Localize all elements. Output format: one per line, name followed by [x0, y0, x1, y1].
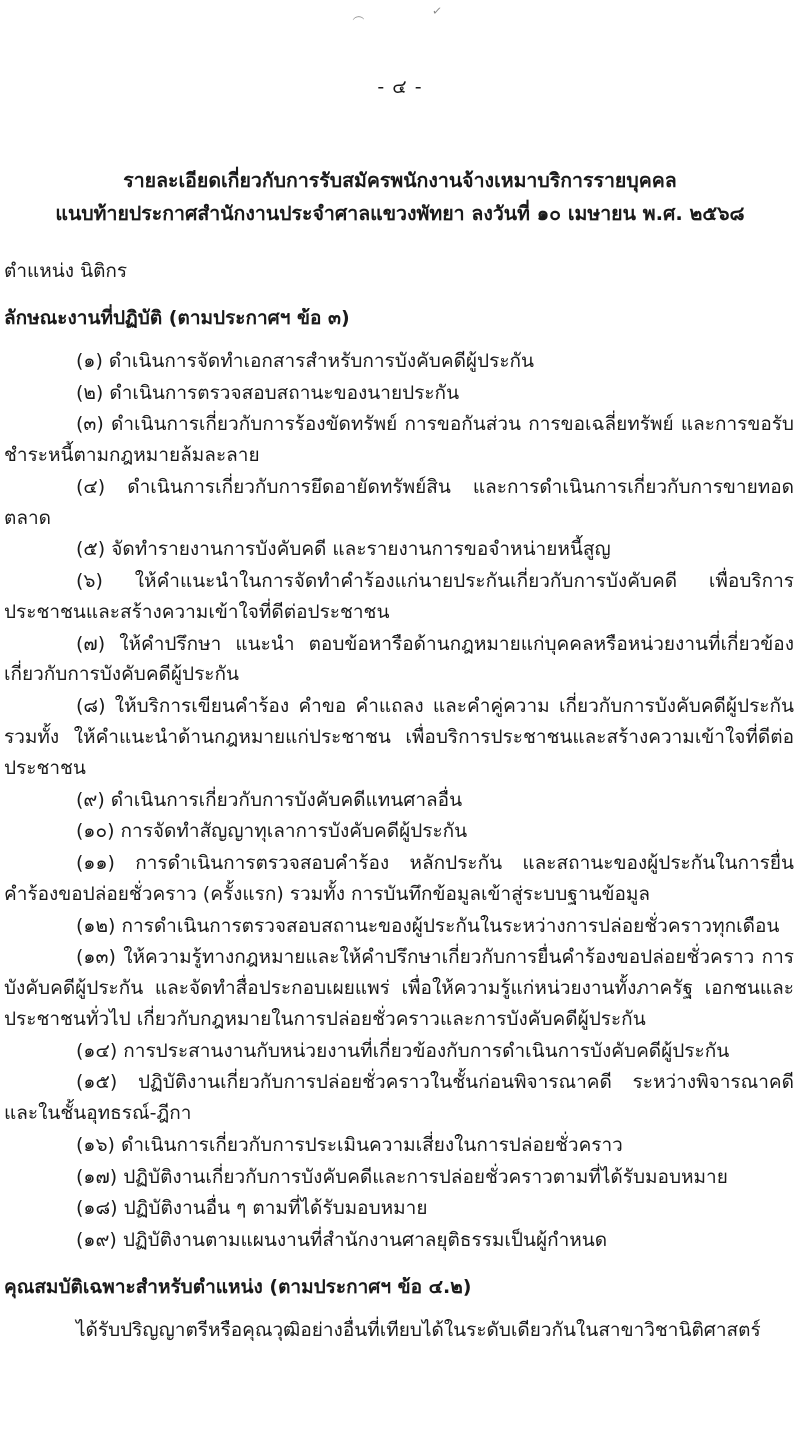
duty-item: (๑๕) ปฏิบัติงานเกี่ยวกับการปล่อยชั่วคราวในชั้นก่อนพิจารณาคดี ระหว่างพิจารณาคดี และในชั้นอุทธรณ์-ฎีกา: [4, 1071, 794, 1125]
duty-item: (๑๒) การดำเนินการตรวจสอบสถานะของผู้ประกันในระหว่างการปล่อยชั่วคราวทุกเดือน: [76, 914, 780, 937]
duty-item: (๖) ให้คำแนะนำในการจัดทำคำร้องแก่นายประกันเกี่ยวกับการบังคับคดี เพื่อบริการประชาชนและสร้างความเข้าใจที่ดีต่อประชาชน: [4, 570, 794, 623]
spacer: [4, 1305, 794, 1315]
duty-item: (๑๗) ปฏิบัติงานเกี่ยวกับการบังคับคดีและการปล่อยชั่วคราวตามที่ได้รับมอบหมาย: [76, 1165, 728, 1188]
duty-item: (๑๓) ให้ความรู้ทางกฎหมายและให้คำปรึกษาเกี่ยวกับการยื่นคำร้องขอปล่อยชั่วคราว การบังคับคดีผู้ประกัน และจัดทำสื่อประกอบเผยแพร่ เพื่อให้ความรู้แก่หน่วยงานทั้งภาครัฐ เอกชนและประชาชนทั่วไป เกี่ยวกับกฎหมายในการปล่อยชั่วคราวและการบังคับคดีผู้ประกัน: [4, 946, 794, 1030]
spacer: [4, 336, 794, 346]
duty-item: (๘) ให้บริการเขียนคำร้อง คำขอ คำแถลง และคำคู่ความ เกี่ยวกับการบังคับคดีผู้ประกัน รวมทั้ง ให้คำแนะนำด้านกฎหมายแก่ประชาชน เพื่อบริการประชาชนและสร้างความเข้าใจที่ดีต่อประชาชน: [4, 695, 794, 779]
duty-item: (๗) ให้คำปรึกษา แนะนำ ตอบข้อหารือด้านกฎหมายแก่บุคคลหรือหน่วยงานที่เกี่ยวข้องเกี่ยวกับการบังคับคดีผู้ประกัน: [4, 632, 794, 686]
duty-item: (๑๑) การดำเนินการตรวจสอบคำร้อง หลักประกัน และสถานะของผู้ประกันในการยื่นคำร้องขอปล่อยชั่วคราว (ครั้งแรก) รวมทั้ง การบันทึกข้อมูลเข้าสู่ระบบฐานข้อมูล: [4, 852, 794, 905]
duty-item: (๙) ดำเนินการเกี่ยวกับการบังคับคดีแทนศาลอื่น: [76, 788, 463, 811]
duty-item: (๑๐) การจัดทำสัญญาทุเลาการบังคับคดีผู้ประกัน: [76, 820, 468, 843]
title-line-2: แนบท้ายประกาศสำนักงานประจำศาลแขวงพัทยา ลงวันที่ ๑๐ เมษายน พ.ศ. ๒๕๖๘: [55, 202, 745, 226]
qualification-heading: คุณสมบัติเฉพาะสำหรับตำแหน่ง (ตามประกาศฯ ข้อ ๔.๒): [4, 1276, 472, 1299]
scan-mark-right: ✓: [431, 3, 444, 19]
page-number: - ๔ -: [377, 76, 423, 98]
title-line-1: รายละเอียดเกี่ยวกับการรับสมัครพนักงานจ้างเหมาบริการรายบุคคล: [123, 169, 677, 192]
position-label: ตำแหน่ง นิติกร: [4, 260, 128, 283]
duty-item: (๑๔) การประสานงานกับหน่วยงานที่เกี่ยวข้องกับการดำเนินการบังคับคดีผู้ประกัน: [76, 1039, 730, 1062]
duty-item: (๓) ดำเนินการเกี่ยวกับการร้องขัดทรัพย์ การขอกันส่วน การขอเฉลี่ยทรัพย์ และการขอรับชำระหนี้ตามกฎหมายล้มละลาย: [4, 413, 794, 467]
document-body: [0, 256, 800, 1345]
duties-heading: ลักษณะงานที่ปฏิบัติ (ตามประกาศฯ ข้อ ๓): [4, 307, 350, 330]
duty-item: (๑๙) ปฏิบัติงานตามแผนงานที่สำนักงานศาลยุติธรรมเป็นผู้กำหนด: [76, 1229, 608, 1252]
duty-item: (๑๘) ปฏิบัติงานอื่น ๆ ตามที่ได้รับมอบหมาย: [76, 1197, 428, 1220]
duty-item: (๑๖) ดำเนินการเกี่ยวกับการประเมินความเสี่ยงในการปล่อยชั่วคราว: [76, 1133, 623, 1156]
qualification-text: ได้รับปริญญาตรีหรือคุณวุฒิอย่างอื่นที่เทียบได้ในระดับเดียวกันในสาขาวิชานิติศาสตร์: [76, 1318, 761, 1341]
duty-item: (๔) ดำเนินการเกี่ยวกับการยึดอายัดทรัพย์สิน และการดำเนินการเกี่ยวกับการขายทอดตลาด: [4, 475, 794, 529]
duty-item: (๕) จัดทำรายงานการบังคับคดี และรายงานการขอจำหน่ายหนี้สูญ: [76, 538, 611, 561]
duty-item: (๑) ดำเนินการจัดทำเอกสารสำหรับการบังคับคดีผู้ประกัน: [76, 349, 535, 372]
scan-mark-left: ︵: [351, 7, 366, 23]
scan-artifacts: [0, 4, 800, 26]
duty-item: (๒) ดำเนินการตรวจสอบสถานะของนายประกัน: [76, 381, 460, 404]
document-title: [0, 164, 800, 230]
